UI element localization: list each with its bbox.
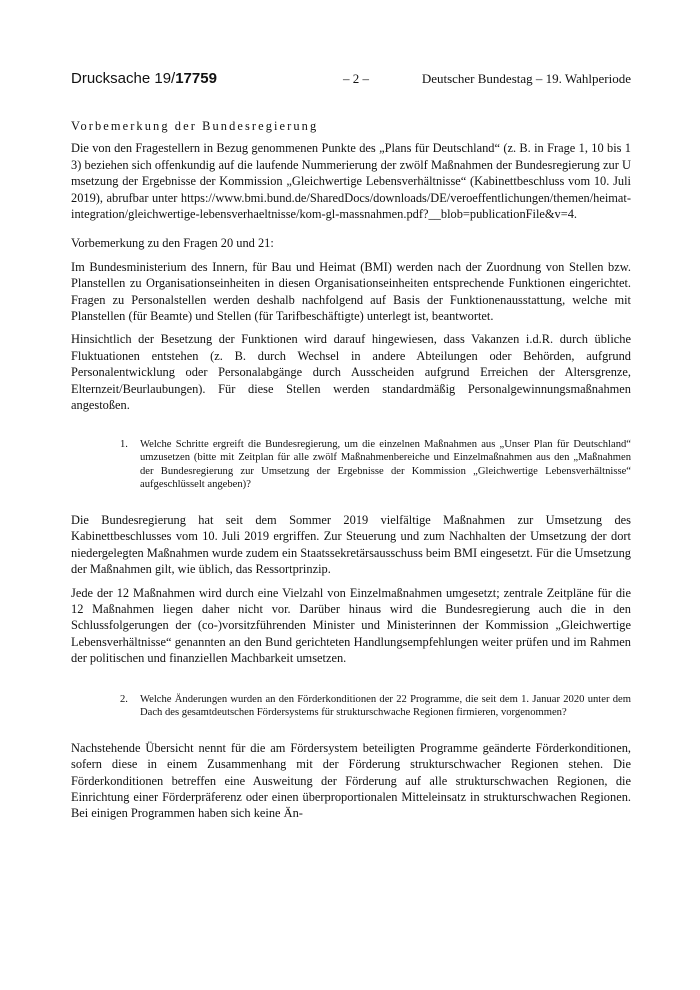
document-number — [71, 70, 217, 87]
page-header — [71, 70, 631, 90]
page-number: – 2 – — [343, 71, 369, 86]
answer-paragraph: Die Bundesregierung hat seit dem Sommer 2019 vielfältige Maßnahmen zur Umsetzung des Kabinettbeschlusses vom 10. Juli 2019 ergriffen. Zur Steuerung und zum Nachhalten der Umsetzung der dort niedergelegten Maßnahmen wurde zudem ein Staatssekretärsausschuss beim BMI eingesetzt. Für die Umsetzung der Maßnahmen gilt, wie üblich, das Ressortprinzip. — [71, 512, 631, 577]
paragraph: Die von den Fragestellern in Bezug genommenen Punkte des „Plans für Deutschland“ (z. B. in Frage 1, 10 bis 13) beziehen sich offenkundig auf die laufende Nummerierung der zwölf Maßnahmen der Bundesregierung zur Umsetzung der Ergebnisse der Kommission „Gleichwertige Lebensverhältnisse“ (Kabinettbeschluss vom 10. Juli 2019), abrufbar unter https://www.bmi.bund.de/SharedDocs/downloads/DE/veroeffentlichungen/themen/heimat-integration/gleichwertige-lebensverhaeltnisse/kom-gl-massnahmen.pdf?__blob=publicationFile&v=4. — [71, 141, 631, 222]
question-text: Welche Schritte ergreift die Bundesregierung, um die einzelnen Maßnahmen aus „Unser Plan für Deutschland“ umzusetzen (bitte mit Zeitplan für alle zwölf Maßnahmenbereiche und Einzelmaßnahmen aus den „Maßnahmen der Bundesregierung zur Umsetzung der Ergebnisse der Kommission „Gleichwertige Lebensverhältnisse“ aufgeschlüsselt angeben)? — [140, 438, 631, 491]
section-title-vorbemerkung: Vorbemerkung der Bundesregierung — [71, 119, 319, 133]
page-content — [71, 118, 631, 829]
answer-paragraph: Jede der 12 Maßnahmen wird durch eine Vielzahl von Einzelmaßnahmen umgesetzt; zentrale Zeitpläne für die 12 Maßnahmen liegen daher nicht vor. Darüber hinaus wird die Bundesregierung auch die in den Schlussfolgerungen der (co-)vorsitzführenden Minister und Ministerinnen der Kommission „Gleichwertige Lebensverhältnisse“ genannten an den Bund gerichteten Handlungsempfehlungen weiter prüfen und im Rahmen der politischen und finanziellen Machbarkeit umsetzen. — [71, 585, 631, 666]
question-2 — [120, 693, 631, 720]
document-number-value: 17759 — [175, 70, 217, 87]
question-number: 1. — [120, 438, 128, 450]
paragraph: Im Bundesministerium des Innern, für Bau und Heimat (BMI) werden nach der Zuordnung von Stellen bzw. Planstellen zu Organisationseinheiten in diesen Organisationseinheiten entsprechende Funktionen eingerichtet. Fragen zu Personalstellen werden deshalb nachfolgend auf Basis der Funktionenausstattung, welche mit Planstellen (für Beamte) und Stellen (für Tarifbeschäftigte) unterlegt ist, beantwortet. — [71, 259, 631, 324]
question-1 — [120, 438, 631, 492]
section-title-vorbemerkung-20-21: Vorbemerkung zu den Fragen 20 und 21: — [71, 236, 274, 251]
question-text: Welche Änderungen wurden an den Förderkonditionen der 22 Programme, die seit dem 1. Januar 2020 unter dem Dach des gesamtdeutschen Fördersystems für strukturschwache Regionen firmieren, vorgenommen? — [140, 693, 631, 719]
answer-paragraph: Nachstehende Übersicht nennt für die am Fördersystem beteiligten Programme geänderte Förderkonditionen, sofern diese in einem Zusammenhang mit der Förderung strukturschwacher Regionen stehen. Die Förderkonditionen betreffen eine Ausweitung der Förderung auf alle strukturschwachen Regionen, die Einrichtung einer Förderpräferenz oder einen überproportionalen Mitteleinsatz in strukturschwachen Regionen. Bei einigen Programmen haben sich keine Än- — [71, 740, 631, 821]
header-right: Deutscher Bundestag – 19. Wahlperiode — [421, 71, 631, 86]
document-label: Drucksache 19/ — [71, 70, 176, 87]
question-number: 2. — [120, 693, 128, 705]
paragraph: Hinsichtlich der Besetzung der Funktionen wird darauf hingewiesen, dass Vakanzen i.d.R. durch übliche Fluktuationen entstehen (z. B. durch Wechsel in andere Abteilungen oder Behörden, aufgrund Personalentwicklung oder Personalabgänge durch Ausscheiden aufgrund Erreichen der Altersgrenze, Elternzeit/Beurlaubungen). Für diese Stellen werden standardmäßig Personalgewinnungsmaßnahmen angestoßen. — [71, 332, 631, 413]
